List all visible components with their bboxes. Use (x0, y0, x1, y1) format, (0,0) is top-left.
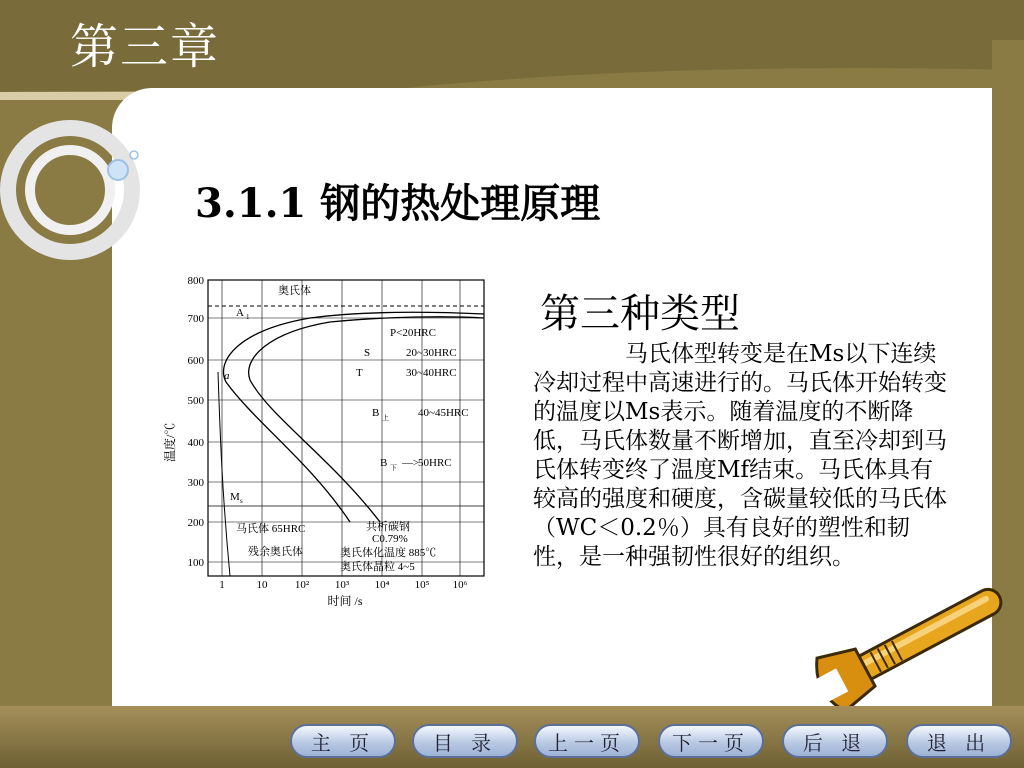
y-tick-500: 500 (187, 395, 204, 407)
x-tick-labels (219, 579, 467, 591)
y-tick-400: 400 (187, 437, 204, 449)
contents-button[interactable]: 目 录 (412, 724, 518, 758)
next-page-button[interactable]: 下一页 (658, 724, 764, 758)
label-s-hardness: 20~30HRC (406, 347, 457, 359)
label-pearlite: P<20HRC (390, 327, 436, 339)
label-retained-austenite: 残余奥氏体 (248, 546, 303, 558)
x-tick-10e2: 10² (294, 579, 310, 591)
x-tick-10e6: 10⁶ (452, 579, 468, 591)
label-a: a (224, 370, 230, 382)
y-tick-700: 700 (187, 313, 204, 325)
x-tick-1: 1 (219, 579, 225, 591)
label-austenite-grain: 奥氏体晶粒 4~5 (340, 561, 415, 573)
content-heading: 第三种类型 (540, 291, 740, 337)
lower-bainite-arrow: —> (402, 457, 420, 469)
section-title: 3.1.1 钢的热处理原理 (195, 180, 601, 227)
decorative-rings (0, 100, 140, 700)
label-upper-bainite: B (372, 407, 380, 419)
label-upper-bainite-sub: 上 (382, 414, 389, 422)
label-t: T (356, 367, 363, 379)
label-austenitizing-temp: 奥氏体化温度 885℃ (340, 547, 437, 559)
label-upper-bainite-hardness: 40~45HRC (418, 407, 469, 419)
x-axis-label: 时间 /s (327, 594, 363, 608)
label-carbon: C0.79% (372, 533, 408, 545)
previous-page-button[interactable]: 上一页 (534, 724, 640, 758)
x-tick-10e3: 10³ (334, 579, 350, 591)
label-lower-bainite: B (380, 457, 388, 469)
label-ms: M (230, 491, 240, 503)
label-s: S (364, 347, 371, 359)
chapter-title: 第三章 (70, 19, 221, 75)
x-tick-10: 10 (256, 579, 268, 591)
label-martensite: 马氏体 65HRC (236, 523, 306, 535)
label-lower-bainite-sub: 下 (390, 464, 397, 472)
y-tick-800: 800 (187, 275, 204, 287)
x-tick-10e4: 10⁴ (374, 579, 390, 591)
content-description: 马氏体型转变是在Ms以下连续冷却过程中高速进行的。马氏体开始转变的温度以Ms表示。随着温度的不断降低，马氏体数量不断增加，直至冷却到马氏体转变终了温度Mf结束。马氏体具有较高的强度和硬度，含碳量较低的马氏体（WC＜0.2％）具有良好的塑性和韧性，是一种强韧性很好的组织。 (533, 341, 947, 570)
x-tick-10e5: 10⁵ (414, 579, 430, 591)
back-button[interactable]: 后 退 (782, 724, 888, 758)
label-austenite: 奥氏体 (278, 285, 311, 297)
label-lower-bainite-hardness: 50HRC (418, 457, 452, 469)
label-ms-sub: s (240, 497, 243, 505)
exit-button[interactable]: 退 出 (906, 724, 1012, 758)
label-a1: A (236, 307, 244, 319)
y-axis-label: 温度/℃ (163, 422, 177, 462)
wrench-icon (800, 570, 1024, 710)
y-tick-600: 600 (187, 355, 204, 367)
label-a1-sub: 1 (246, 313, 250, 321)
y-tick-200: 200 (187, 517, 204, 529)
home-button[interactable]: 主 页 (290, 724, 396, 758)
y-tick-100: 100 (187, 557, 204, 569)
label-t-hardness: 30~40HRC (406, 367, 457, 379)
y-tick-300: 300 (187, 477, 204, 489)
y-tick-labels (188, 275, 205, 569)
ttt-chart (160, 272, 500, 612)
label-eutectoid-steel: 共析碳钢 (366, 521, 410, 533)
